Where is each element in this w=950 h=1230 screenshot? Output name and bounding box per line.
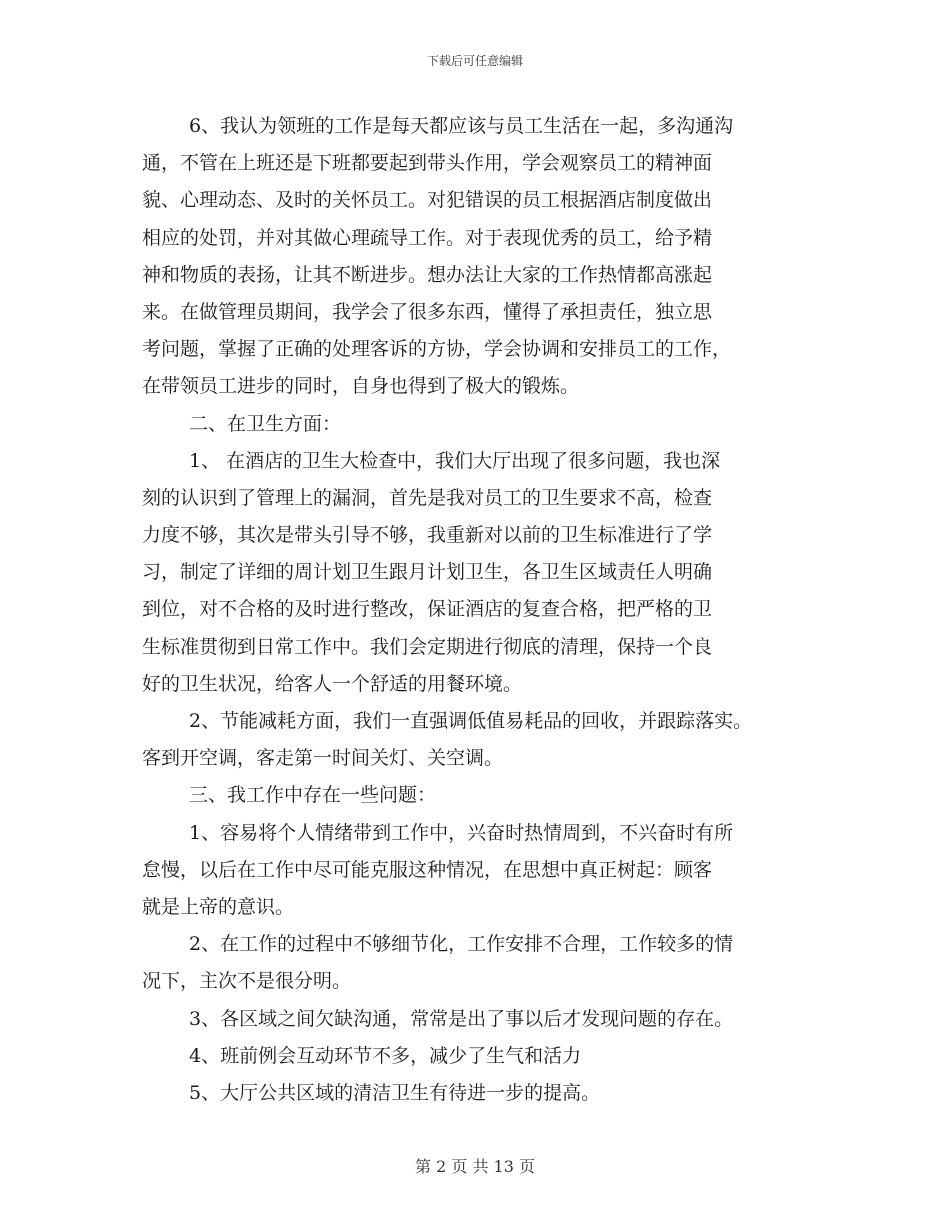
paragraph-line: 4、班前例会互动环节不多，减少了生气和活力 [189,1044,582,1067]
paragraph-line: 生标准贯彻到日常工作中。我们会定期进行彻底的清理，保持一个良 [142,635,713,658]
section-heading: 三、我工作中存在一些问题： [189,784,437,807]
paragraph-line: 习，制定了详细的周计划卫生跟月计划卫生，各卫生区域责任人明确 [142,561,713,584]
paragraph-line: 通，不管在上班还是下班都要起到带头作用，学会观察员工的精神面 [142,152,713,175]
paragraph-line: 刻的认识到了管理上的漏洞，首先是我对员工的卫生要求不高，检查 [142,486,713,509]
section-heading: 二、在卫生方面： [189,412,342,435]
paragraph-line: 好的卫生状况，给客人一个舒适的用餐环境。 [142,672,523,695]
paragraph-line: 力度不够，其次是带头引导不够，我重新对以前的卫生标准进行了学 [142,524,713,547]
page-number-footer: 第 2 页 共 13 页 [415,1157,535,1176]
paragraph-line: 5、大厅公共区域的清洁卫生有待进一步的提高。 [189,1081,601,1104]
paragraph-line: 在带领员工进步的同时，自身也得到了极大的锻炼。 [142,375,580,398]
paragraph-line: 客到开空调，客走第一时间关灯、关空调。 [142,747,504,770]
paragraph-line: 3、各区域之间欠缺沟通，常常是出了事以后才发现问题的存在。 [189,1007,734,1030]
paragraph-line: 况下，主次不是很分明。 [142,970,352,993]
document-body [142,108,832,1112]
paragraph-line: 貌、心理动态、及时的关怀员工。对犯错误的员工根据酒店制度做出 [142,189,713,212]
paragraph-line: 怠慢，以后在工作中尽可能克服这种情况，在思想中真正树起：顾客 [142,858,713,881]
paragraph-line: 2、在工作的过程中不够细节化，工作安排不合理，工作较多的情 [189,933,734,956]
paragraph-line: 相应的处罚，并对其做心理疏导工作。对于表现优秀的员工，给予精 [142,226,713,249]
page-header-note: 下载后可任意编辑 [426,54,523,68]
paragraph-line: 来。在做管理员期间，我学会了很多东西，懂得了承担责任，独立思 [142,300,713,323]
paragraph-line: 1、容易将个人情绪带到工作中，兴奋时热情周到，不兴奋时有所 [189,821,734,844]
paragraph-line: 1、 在酒店的卫生大检查中，我们大厅出现了很多问题，我也深 [189,449,721,472]
paragraph-line: 就是上帝的意识。 [142,895,295,918]
paragraph-line: 到位，对不合格的及时进行整改，保证酒店的复查合格，把严格的卫 [142,598,713,621]
paragraph-line: 6、我认为领班的工作是每天都应该与员工生活在一起，多沟通沟 [189,115,734,137]
paragraph-line: 2、节能减耗方面，我们一直强调低值易耗品的回收，并跟踪落实。 [189,710,753,732]
paragraph-line: 神和物质的表扬，让其不断进步。想办法让大家的工作热情都高涨起 [142,263,713,286]
paragraph-line: 考问题，掌握了正确的处理客诉的方协，学会协调和安排员工的工作， [142,338,732,361]
